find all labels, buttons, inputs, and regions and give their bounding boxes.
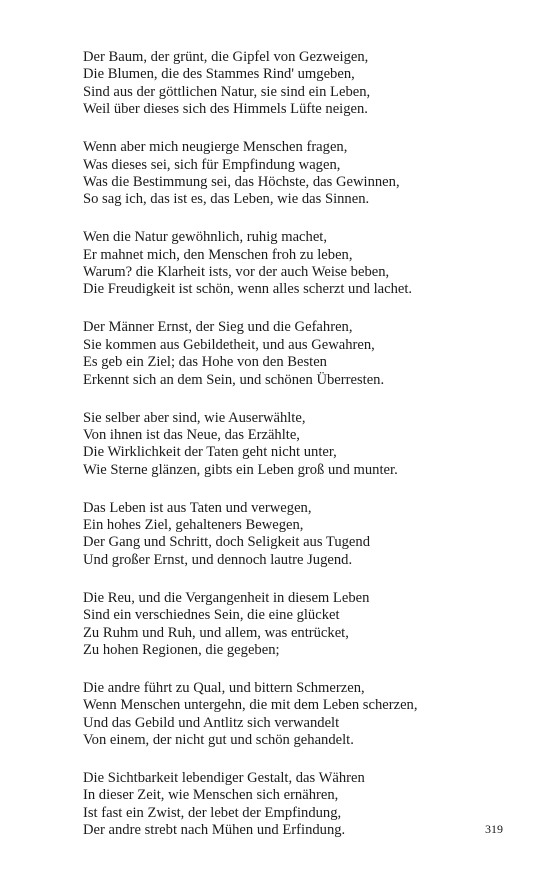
poem-line: Wie Sterne glänzen, gibts ein Leben groß und munter. [83, 461, 398, 478]
poem-line: Von einem, der nicht gut und schön gehandelt. [83, 732, 354, 749]
poem-line: Das Leben ist aus Taten und verwegen, [83, 499, 312, 516]
stanza [83, 49, 523, 119]
stanza [83, 410, 523, 480]
poem-line: Und großer Ernst, und dennoch lautre Jugend. [83, 551, 353, 568]
poem-line: Der Baum, der grünt, die Gipfel von Gezweigen, [83, 49, 369, 65]
poem-line: Wen die Natur gewöhnlich, ruhig machet, [83, 229, 328, 246]
poem-line: Zu Ruhm und Ruh, und allem, was entrücket, [83, 624, 349, 641]
poem-line: Es geb ein Ziel; das Hohe von den Besten [83, 354, 327, 371]
poem-line: Und das Gebild und Antlitz sich verwandelt [83, 714, 340, 731]
stanza [83, 500, 523, 570]
poem-line: So sag ich, das ist es, das Leben, wie das Sinnen. [83, 191, 370, 208]
page-number: 319 [485, 822, 503, 836]
poem-line: Wenn Menschen untergehn, die mit dem Leben scherzen, [83, 697, 418, 714]
poem-line: Die Blumen, die des Stammes Rind' umgeben, [83, 66, 355, 83]
poem-line: Erkennt sich an dem Sein, und schönen Überresten. [83, 371, 385, 388]
poem-line: Warum? die Klarheit ists, vor der auch Weise beben, [83, 264, 390, 281]
poem-line: Wenn aber mich neugierge Menschen fragen, [83, 139, 348, 156]
poem-line: Sie selber aber sind, wie Auserwählte, [83, 409, 306, 426]
stanza [83, 770, 523, 840]
stanza [83, 680, 523, 750]
stanza [83, 590, 523, 660]
poem-line: Die Reu, und die Vergangenheit in diesem Leben [83, 589, 370, 606]
poem [83, 49, 523, 860]
poem-line: Die Sichtbarkeit lebendiger Gestalt, das Währen [83, 770, 365, 786]
poem-line: Zu hohen Regionen, die gegeben; [83, 641, 280, 658]
poem-line: Sind ein verschiednes Sein, die eine glücket [83, 607, 340, 624]
poem-line: Die Freudigkeit ist schön, wenn alles scherzt und lachet. [83, 281, 413, 298]
poem-line: Was die Bestimmung sei, das Höchste, das Gewinnen, [83, 173, 400, 190]
poem-line: Die andre führt zu Qual, und bittern Schmerzen, [83, 679, 365, 696]
poem-line: Von ihnen ist das Neue, das Erzählte, [83, 426, 300, 443]
stanza [83, 229, 523, 299]
poem-line: In dieser Zeit, wie Menschen sich ernähren, [83, 787, 339, 804]
poem-line: Was dieses sei, sich für Empfindung wagen, [83, 156, 341, 173]
poem-line: Die Wirklichkeit der Taten geht nicht unter, [83, 444, 337, 461]
poem-line: Weil über dieses sich des Himmels Lüfte neigen. [83, 101, 368, 118]
poem-line: Ist fast ein Zwist, der lebet der Empfindung, [83, 804, 342, 821]
poem-line: Der Männer Ernst, der Sieg und die Gefahren, [83, 319, 353, 336]
stanza [83, 319, 523, 389]
poem-line: Sind aus der göttlichen Natur, sie sind ein Leben, [83, 83, 371, 100]
stanza [83, 139, 523, 209]
poem-line: Ein hohes Ziel, gehalteners Bewegen, [83, 517, 304, 534]
poem-line: Sie kommen aus Gebildetheit, und aus Gewahren, [83, 336, 375, 353]
poem-line: Der Gang und Schritt, doch Seligkeit aus Tugend [83, 534, 370, 551]
poem-line: Der andre strebt nach Mühen und Erfindung. [83, 822, 346, 839]
poem-line: Er mahnet mich, den Menschen froh zu leben, [83, 246, 353, 263]
